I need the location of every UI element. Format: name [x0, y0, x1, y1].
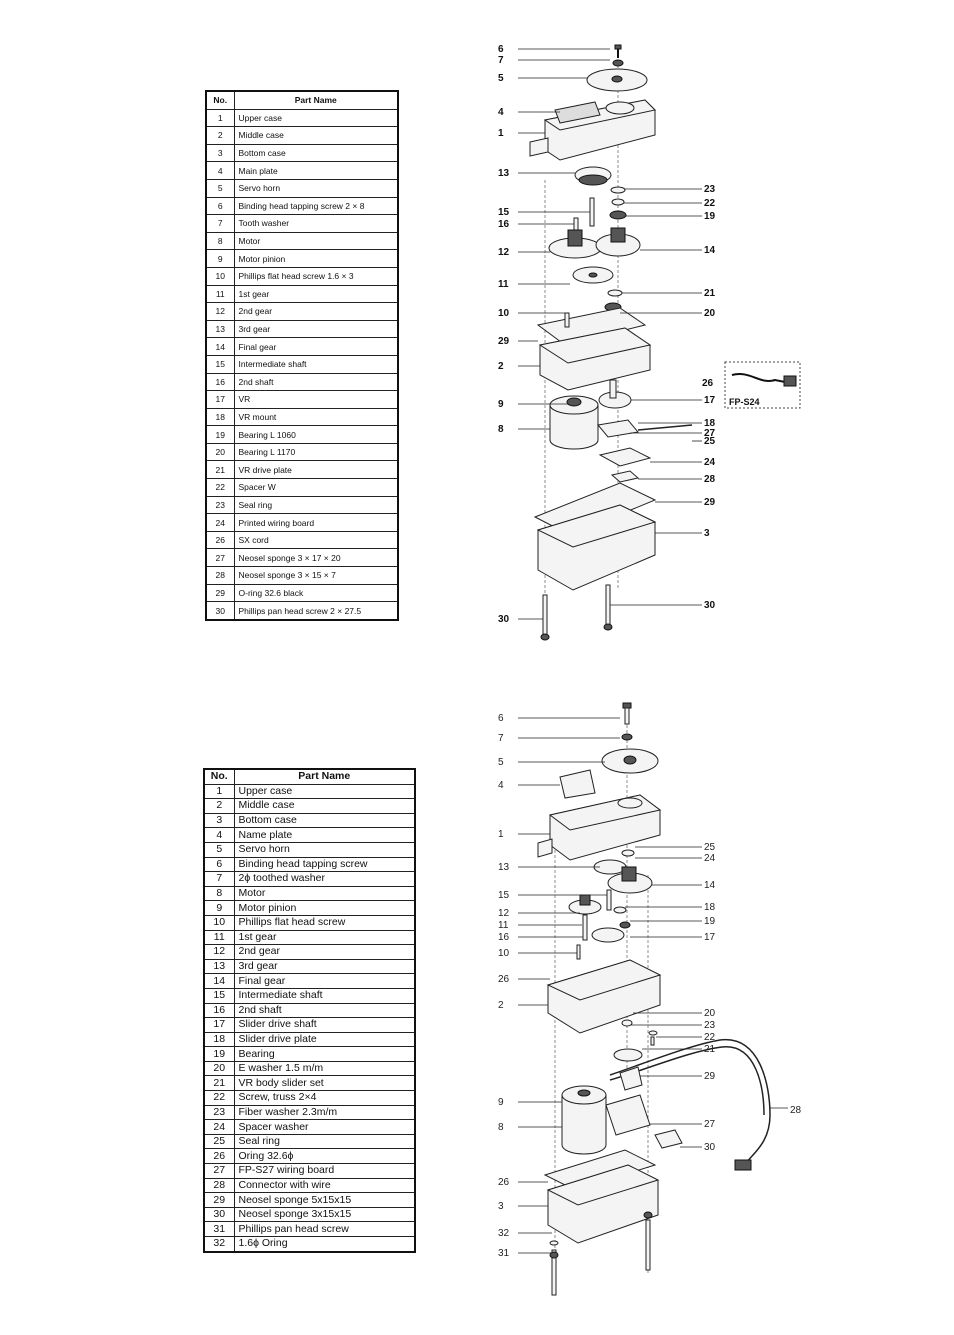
table-row [204, 945, 415, 960]
part-number-cell: 20 [206, 443, 234, 461]
table-row [204, 1047, 415, 1062]
part-number-cell: 29 [206, 584, 234, 602]
part-name-cell: Neosel sponge 3 × 17 × 20 [234, 549, 398, 567]
part-name-cell: Middle case [234, 799, 415, 814]
callout-number: 21 [704, 1044, 716, 1055]
part-number-cell: 27 [206, 549, 234, 567]
part-name-cell: 1.6ϕ Oring [234, 1237, 415, 1252]
part-number-cell: 13 [204, 959, 234, 974]
callout-number: 20 [704, 1008, 716, 1019]
callout-number: 2 [498, 361, 504, 372]
servo-horn-part [602, 749, 658, 773]
vr-mount-part [598, 420, 692, 437]
part-name-cell: Spacer washer [234, 1120, 415, 1135]
part-number-cell: 2 [204, 799, 234, 814]
table-row [206, 443, 398, 461]
callout-number: 15 [498, 890, 510, 901]
table-row [206, 461, 398, 479]
part-name-cell: Seal ring [234, 1134, 415, 1149]
table-body [204, 784, 415, 1252]
callout-number: 9 [498, 399, 504, 410]
callout-number: 16 [498, 219, 510, 230]
callout-number: 12 [498, 908, 510, 919]
part-name-cell: Bearing L 1060 [234, 426, 398, 444]
part-number-cell: 12 [206, 303, 234, 321]
part-number-cell: 2 [206, 127, 234, 145]
table-row [206, 479, 398, 497]
callout-number: 18 [704, 418, 716, 429]
callout-number: 31 [498, 1248, 510, 1259]
part-number-cell: 21 [204, 1076, 234, 1091]
part-number-cell: 24 [204, 1120, 234, 1135]
part-name-cell: Main plate [234, 162, 398, 180]
callout-number: 26 [702, 378, 714, 389]
callout-number: 23 [704, 1020, 716, 1031]
callout-number: 25 [704, 842, 716, 853]
part-number-cell: 28 [204, 1178, 234, 1193]
upper-case-part [538, 795, 660, 860]
part-name-cell: Motor pinion [234, 250, 398, 268]
table-row [206, 109, 398, 127]
part-number-cell: 7 [204, 872, 234, 887]
part-number-cell: 28 [206, 567, 234, 585]
part-name-cell: VR drive plate [234, 461, 398, 479]
part-name-cell: Phillips pan head screw 2 × 27.5 [234, 602, 398, 620]
callout-number: 2 [498, 1000, 504, 1011]
part-name-cell: Phillips pan head screw [234, 1222, 415, 1237]
middle-case-part [538, 308, 650, 390]
callout-number: 7 [498, 55, 504, 66]
part-name-cell: 1st gear [234, 930, 415, 945]
upper-case-part [530, 100, 655, 160]
part-number-cell: 27 [204, 1164, 234, 1179]
part-number-cell: 30 [204, 1207, 234, 1222]
screw-part [613, 45, 623, 66]
vr-part [599, 380, 631, 408]
table-row [206, 179, 398, 197]
table-row [204, 930, 415, 945]
callout-number: 5 [498, 73, 504, 84]
callout-number: 21 [704, 288, 716, 299]
table-header-row [206, 91, 398, 109]
part-name-cell: 1st gear [234, 285, 398, 303]
parts-table-top [205, 90, 399, 621]
part-number-cell: 1 [204, 784, 234, 799]
table-row [204, 1120, 415, 1135]
table-row [204, 1018, 415, 1033]
part-number-cell: 24 [206, 514, 234, 532]
part-number-cell: 1 [206, 109, 234, 127]
callout-number: 4 [498, 780, 504, 791]
part-number-cell: 21 [206, 461, 234, 479]
gear-2nd-part [549, 230, 601, 258]
part-number-cell: 18 [206, 408, 234, 426]
part-number-cell: 4 [204, 828, 234, 843]
part-number-cell: 5 [206, 179, 234, 197]
table-row [206, 584, 398, 602]
callout-number: 24 [704, 853, 716, 864]
table-row [206, 127, 398, 145]
part-number-cell: 11 [206, 285, 234, 303]
part-number-cell: 14 [204, 974, 234, 989]
column-header-part-name: Part Name [234, 769, 415, 784]
part-name-cell: Screw, truss 2×4 [234, 1091, 415, 1106]
table-row [204, 1222, 415, 1237]
part-number-cell: 20 [204, 1061, 234, 1076]
table-row [204, 1164, 415, 1179]
callout-number: 29 [704, 1071, 716, 1082]
table-row [204, 1149, 415, 1164]
callout-number: 14 [704, 245, 716, 256]
part-name-cell: Seal ring [234, 496, 398, 514]
middle-case-part [548, 960, 660, 1033]
part-number-cell: 16 [204, 1003, 234, 1018]
table-row [206, 514, 398, 532]
exploded-view-diagram-bottom [470, 695, 810, 1315]
callout-number: 30 [704, 1142, 716, 1153]
part-number-cell: 10 [204, 915, 234, 930]
callout-number: 1 [498, 128, 504, 139]
table-row [204, 842, 415, 857]
table-body [206, 109, 398, 620]
callout-number: 30 [498, 614, 510, 625]
part-name-cell: Bottom case [234, 813, 415, 828]
long-screw-part [541, 585, 612, 640]
part-name-cell: 3rd gear [234, 959, 415, 974]
gear-3rd-part [575, 167, 611, 185]
table-row [204, 857, 415, 872]
table-row [206, 602, 398, 620]
callout-number: 28 [790, 1105, 802, 1116]
part-number-cell: 13 [206, 320, 234, 338]
part-name-cell: Bottom case [234, 144, 398, 162]
table-row [204, 1061, 415, 1076]
callout-number: 7 [498, 733, 504, 744]
callout-number: 22 [704, 1032, 716, 1043]
part-number-cell: 8 [204, 886, 234, 901]
table-row [204, 915, 415, 930]
callout-number: 27 [704, 428, 716, 439]
table-row [206, 232, 398, 250]
callout-number: 19 [704, 211, 716, 222]
column-header-no: No. [204, 769, 234, 784]
part-number-cell: 32 [204, 1237, 234, 1252]
table-row [206, 391, 398, 409]
callout-number: 8 [498, 424, 504, 435]
callout-number: 8 [498, 1122, 504, 1133]
part-name-cell: Motor [234, 232, 398, 250]
callout-number: 24 [704, 457, 716, 468]
callout-number: 6 [498, 713, 504, 724]
table-row [204, 959, 415, 974]
part-name-cell: Motor [234, 886, 415, 901]
part-name-cell: Motor pinion [234, 901, 415, 916]
callout-number: 18 [704, 902, 716, 913]
part-number-cell: 11 [204, 930, 234, 945]
part-number-cell: 4 [206, 162, 234, 180]
part-name-cell: VR [234, 391, 398, 409]
part-number-cell: 5 [204, 842, 234, 857]
table-row [204, 1207, 415, 1222]
table-row [206, 215, 398, 233]
callout-number: 15 [498, 207, 510, 218]
table-row [204, 1091, 415, 1106]
part-number-cell: 10 [206, 267, 234, 285]
part-number-cell: 26 [204, 1149, 234, 1164]
part-name-cell: 2nd gear [234, 945, 415, 960]
part-name-cell: Phillips flat head screw [234, 915, 415, 930]
part-name-cell: Middle case [234, 127, 398, 145]
table-row [206, 549, 398, 567]
callout-number: 27 [704, 1119, 716, 1130]
part-name-cell: 2nd shaft [234, 1003, 415, 1018]
table-row [206, 162, 398, 180]
part-number-cell: 19 [204, 1047, 234, 1062]
callout-number: 10 [498, 308, 510, 319]
part-number-cell: 15 [206, 355, 234, 373]
part-number-cell: 17 [206, 391, 234, 409]
table-row [204, 901, 415, 916]
callout-number: 5 [498, 757, 504, 768]
part-name-cell: Intermediate shaft [234, 988, 415, 1003]
table-row [206, 426, 398, 444]
part-number-cell: 9 [206, 250, 234, 268]
part-name-cell: Tooth washer [234, 215, 398, 233]
callout-number: 16 [498, 932, 510, 943]
callout-number: 6 [498, 44, 504, 55]
part-name-cell: Slider drive shaft [234, 1018, 415, 1033]
part-name-cell: Final gear [234, 338, 398, 356]
part-number-cell: 16 [206, 373, 234, 391]
callout-number: 14 [704, 880, 716, 891]
callout-number: 29 [704, 497, 716, 508]
table-row [204, 784, 415, 799]
table-row [206, 285, 398, 303]
part-number-cell: 17 [204, 1018, 234, 1033]
washers-part [610, 187, 626, 219]
part-name-cell: Upper case [234, 784, 415, 799]
part-number-cell: 25 [204, 1134, 234, 1149]
table-row [204, 988, 415, 1003]
part-name-cell: Bearing [234, 1047, 415, 1062]
sx-cord-inset [725, 362, 800, 408]
part-name-cell: 2nd shaft [234, 373, 398, 391]
part-name-cell: Phillips flat head screw 1.6 × 3 [234, 267, 398, 285]
table-row [206, 531, 398, 549]
final-gear-part [596, 228, 640, 256]
table-row [206, 303, 398, 321]
table-row [206, 250, 398, 268]
callout-number: 3 [704, 528, 710, 539]
table-row [206, 338, 398, 356]
gear-1st-part [573, 267, 613, 283]
part-name-cell: 2ϕ toothed washer [234, 872, 415, 887]
callout-number: 20 [704, 308, 716, 319]
part-number-cell: 31 [204, 1222, 234, 1237]
part-number-cell: 15 [204, 988, 234, 1003]
part-number-cell: 23 [206, 496, 234, 514]
part-name-cell: Connector with wire [234, 1178, 415, 1193]
part-name-cell: Intermediate shaft [234, 355, 398, 373]
callout-number: 13 [498, 862, 510, 873]
callout-number: 29 [498, 336, 510, 347]
table-row [204, 1076, 415, 1091]
table-row [206, 320, 398, 338]
part-name-cell: Upper case [234, 109, 398, 127]
part-number-cell: 19 [206, 426, 234, 444]
part-number-cell: 29 [204, 1193, 234, 1208]
part-name-cell: Final gear [234, 974, 415, 989]
part-number-cell: 14 [206, 338, 234, 356]
part-name-cell: O-ring 32.6 black [234, 584, 398, 602]
bottom-case-part [545, 1150, 658, 1243]
callout-number: 26 [498, 1177, 510, 1188]
part-name-cell: Oring 32.6ϕ [234, 1149, 415, 1164]
part-name-cell: Neosel sponge 3 × 15 × 7 [234, 567, 398, 585]
callout-number: 28 [704, 474, 716, 485]
part-name-cell: Printed wiring board [234, 514, 398, 532]
callout-number: 30 [704, 600, 716, 611]
part-name-cell: Binding head tapping screw [234, 857, 415, 872]
table-row [206, 267, 398, 285]
part-number-cell: 7 [206, 215, 234, 233]
table-row [204, 974, 415, 989]
part-number-cell: 6 [204, 857, 234, 872]
table-row [204, 1105, 415, 1120]
cord-tag-label: FP-S24 [729, 397, 760, 407]
part-number-cell: 8 [206, 232, 234, 250]
callout-number: 32 [498, 1228, 510, 1239]
part-name-cell: E washer 1.5 m/m [234, 1061, 415, 1076]
part-number-cell: 22 [206, 479, 234, 497]
name-plate-part [560, 770, 595, 798]
table-header-row [204, 769, 415, 784]
callout-number: 9 [498, 1097, 504, 1108]
part-number-cell: 23 [204, 1105, 234, 1120]
table-row [206, 567, 398, 585]
part-name-cell: Bearing L 1170 [234, 443, 398, 461]
column-header-no: No. [206, 91, 234, 109]
screw-part [622, 703, 632, 740]
callout-number: 25 [704, 436, 716, 447]
part-name-cell: Servo horn [234, 842, 415, 857]
table-row [204, 799, 415, 814]
callout-number: 12 [498, 247, 510, 258]
table-row [204, 813, 415, 828]
part-name-cell: 3rd gear [234, 320, 398, 338]
part-number-cell: 9 [204, 901, 234, 916]
part-number-cell: 3 [206, 144, 234, 162]
callout-number: 17 [704, 395, 716, 406]
table-row [206, 144, 398, 162]
table-row [204, 828, 415, 843]
bottom-case-part [535, 483, 655, 590]
callout-number: 23 [704, 184, 716, 195]
part-number-cell: 6 [206, 197, 234, 215]
column-header-part-name: Part Name [234, 91, 398, 109]
part-name-cell: Spacer W [234, 479, 398, 497]
table-row [204, 1178, 415, 1193]
callout-number: 17 [704, 932, 716, 943]
part-name-cell: FP-S27 wiring board [234, 1164, 415, 1179]
table-row [206, 355, 398, 373]
table-row [204, 1193, 415, 1208]
wiring-board-part [600, 448, 650, 482]
callout-number: 11 [498, 279, 509, 290]
callout-number: 19 [704, 916, 716, 927]
table-row [206, 373, 398, 391]
table-row [206, 408, 398, 426]
part-number-cell: 18 [204, 1032, 234, 1047]
part-number-cell: 12 [204, 945, 234, 960]
callout-number: 22 [704, 198, 716, 209]
part-name-cell: VR mount [234, 408, 398, 426]
parts-table-bottom [203, 768, 416, 1253]
servo-horn-part [587, 69, 647, 91]
part-name-cell: Servo horn [234, 179, 398, 197]
part-name-cell: Binding head tapping screw 2 × 8 [234, 197, 398, 215]
callout-number: 3 [498, 1201, 504, 1212]
callout-number: 1 [498, 829, 504, 840]
callout-number: 26 [498, 974, 510, 985]
callout-number: 13 [498, 168, 510, 179]
vr-slider-set-part [614, 1020, 657, 1061]
part-name-cell: 2nd gear [234, 303, 398, 321]
callout-number: 4 [498, 107, 504, 118]
exploded-view-diagram-top [470, 30, 810, 650]
table-row [204, 1134, 415, 1149]
table-row [204, 1003, 415, 1018]
table-row [204, 886, 415, 901]
part-name-cell: Slider drive plate [234, 1032, 415, 1047]
part-number-cell: 26 [206, 531, 234, 549]
part-number-cell: 30 [206, 602, 234, 620]
part-name-cell: SX cord [234, 531, 398, 549]
table-row [204, 1032, 415, 1047]
motor-part [562, 1086, 650, 1154]
part-name-cell: Neosel sponge 3x15x15 [234, 1207, 415, 1222]
table-row [204, 1237, 415, 1252]
callout-number: 11 [498, 920, 509, 931]
callout-number: 10 [498, 948, 510, 959]
table-row [204, 872, 415, 887]
part-name-cell: Fiber washer 2.3m/m [234, 1105, 415, 1120]
table-row [206, 496, 398, 514]
part-number-cell: 3 [204, 813, 234, 828]
part-number-cell: 22 [204, 1091, 234, 1106]
part-name-cell: Name plate [234, 828, 415, 843]
table-row [206, 197, 398, 215]
part-name-cell: VR body slider set [234, 1076, 415, 1091]
part-name-cell: Neosel sponge 5x15x15 [234, 1193, 415, 1208]
